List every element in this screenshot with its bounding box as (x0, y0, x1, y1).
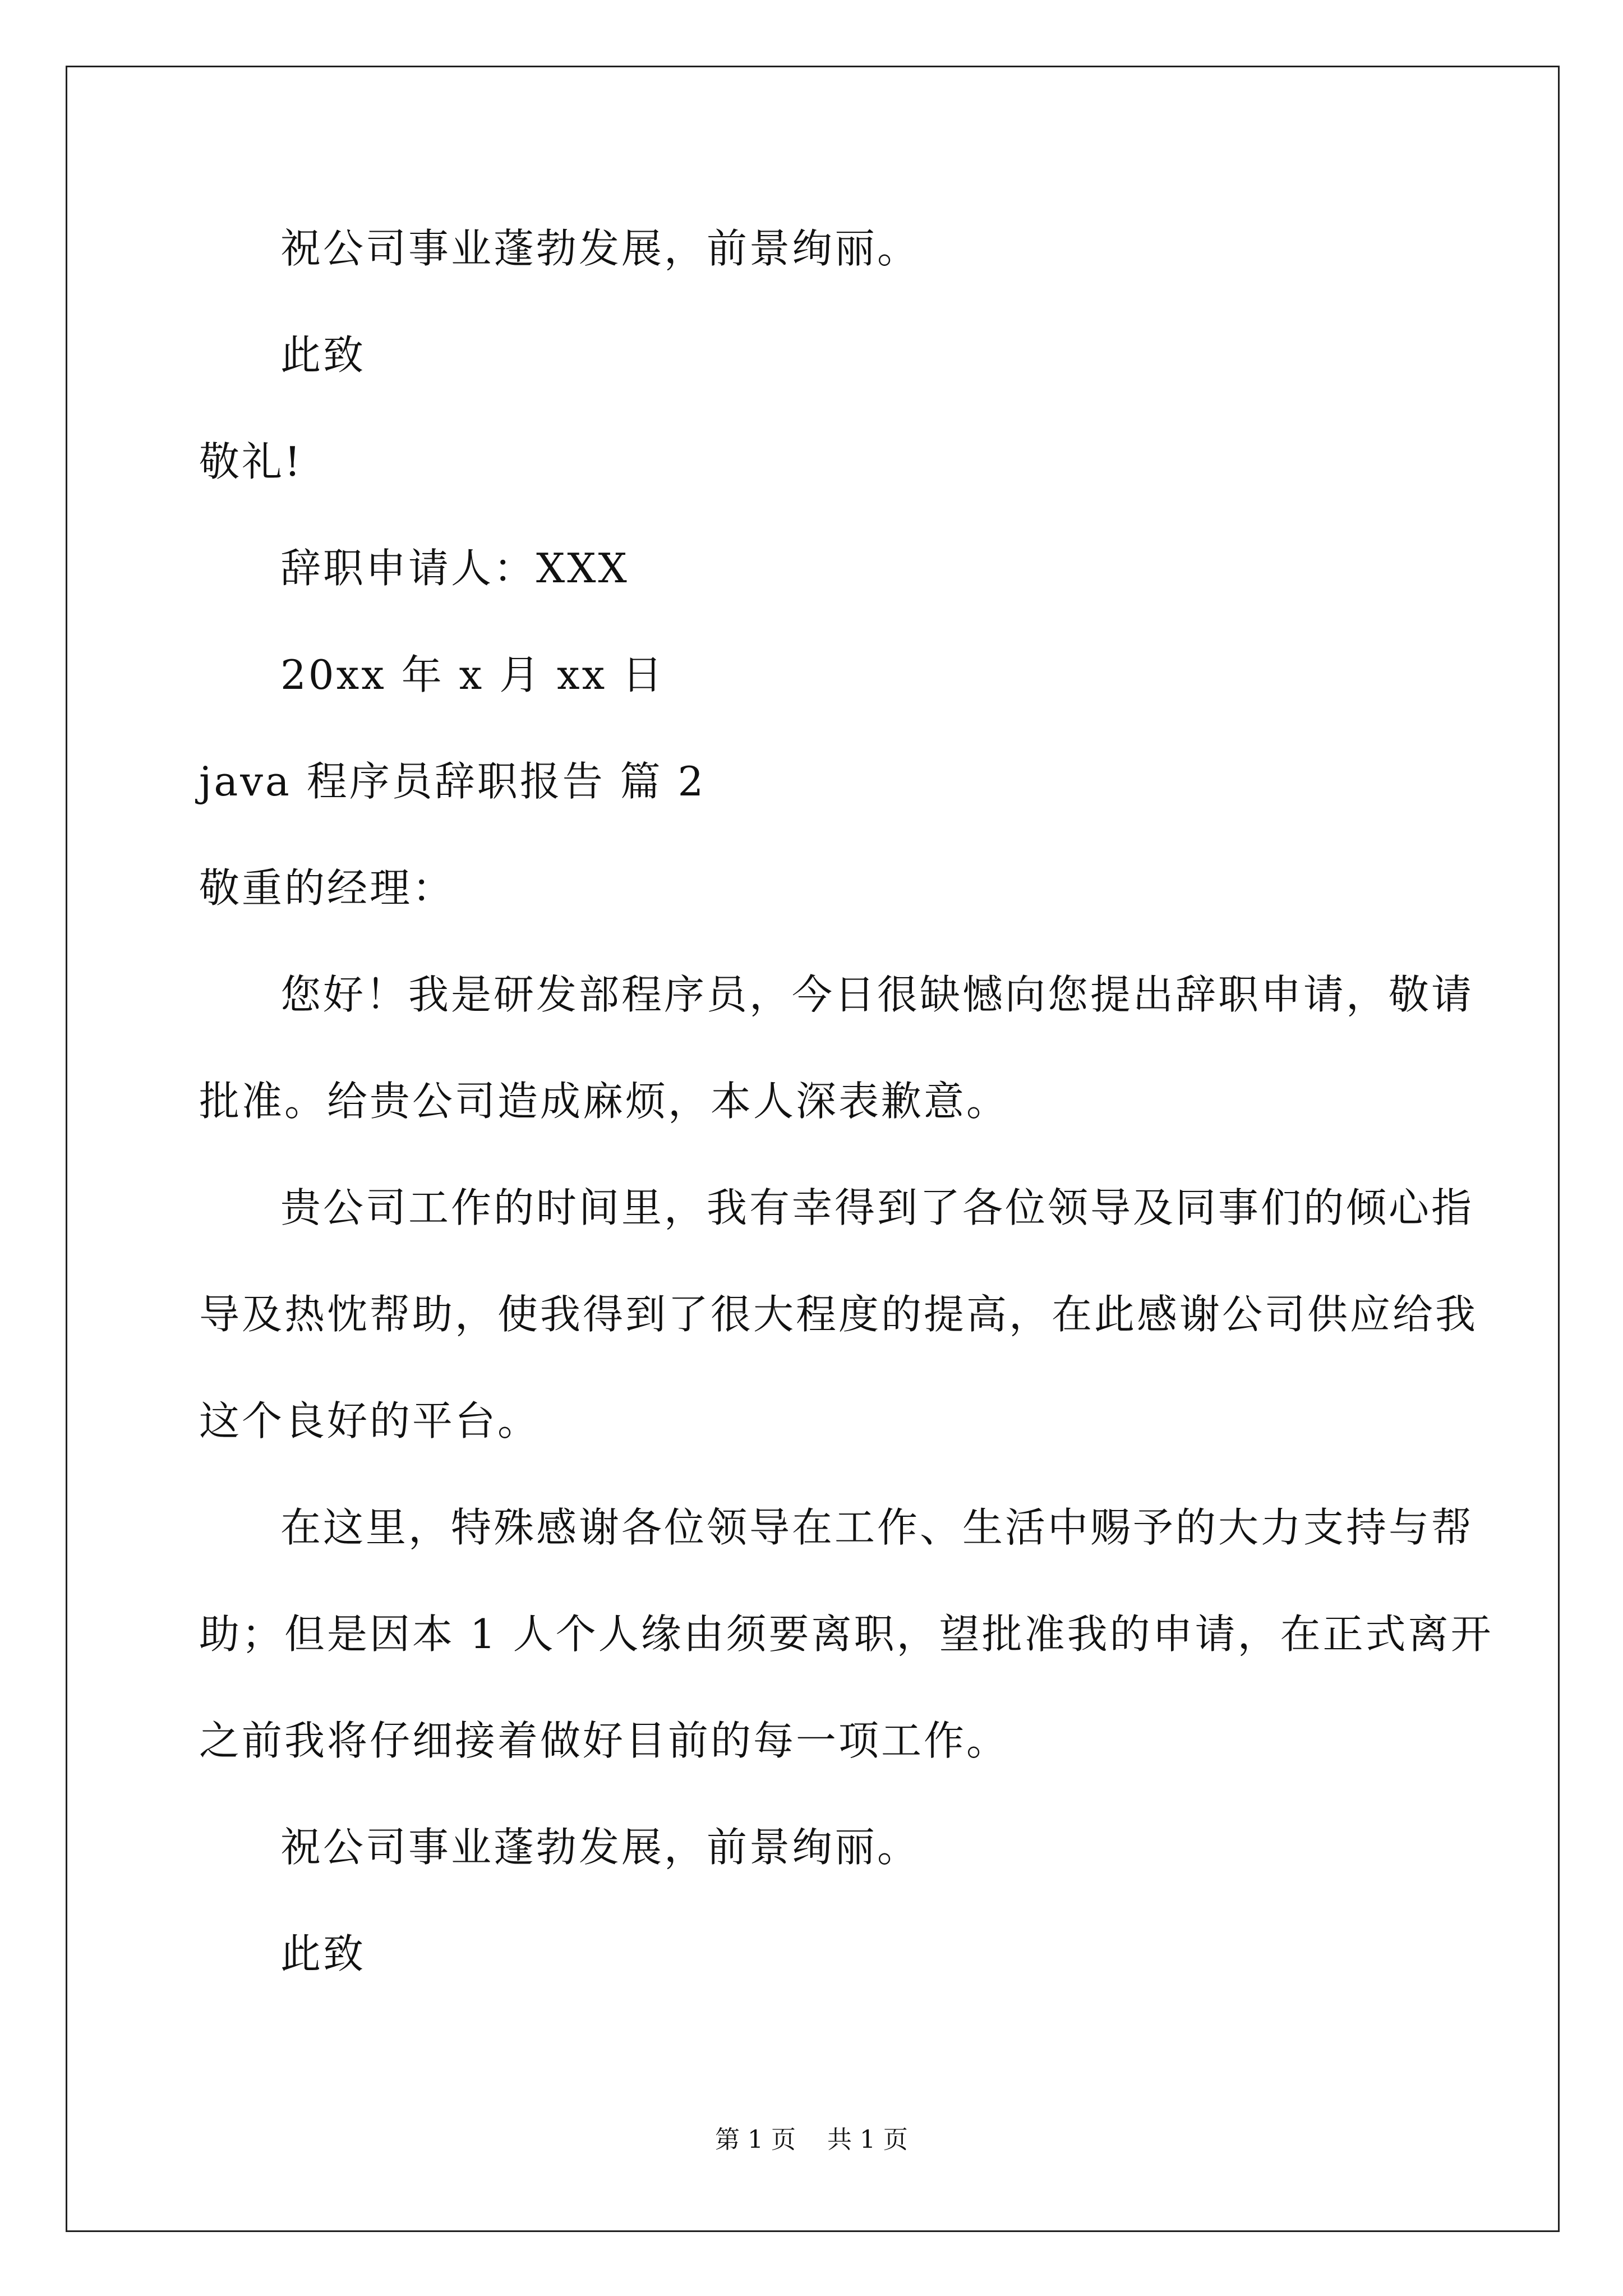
signature-date: 20xx 年 x 月 xx 日 (280, 651, 665, 698)
paragraph-2-line-2: 导及热忱帮助，使我得到了很大程度的提高，在此感谢公司供应给我 (199, 1291, 1478, 1338)
paragraph-3-line-1: 在这里，特殊感谢各位领导在工作、生活中赐予的大力支持与帮 (280, 1504, 1474, 1551)
salutation-cizhi: 此致 (280, 332, 366, 379)
salutation-jingli: 敬礼! (199, 438, 303, 485)
page-border (66, 66, 1560, 2232)
paragraph-3-line-3: 之前我将仔细接着做好目前的每一项工作。 (199, 1717, 1009, 1764)
closing-wish-2: 祝公司事业蓬勃发展，前景绚丽。 (280, 1824, 920, 1871)
closing-wish: 祝公司事业蓬勃发展，前景绚丽。 (280, 225, 920, 272)
page-number-footer: 第 1 页 共 1 页 (715, 2125, 908, 2154)
paragraph-2-line-3: 这个良好的平台。 (199, 1397, 541, 1444)
paragraph-1-line-2: 批准。给贵公司造成麻烦，本人深表歉意。 (199, 1078, 1009, 1125)
salutation-cizhi-2: 此致 (280, 1930, 366, 1977)
signature-applicant: 辞职申请人：XXX (280, 545, 629, 592)
paragraph-2-line-1: 贵公司工作的时间里，我有幸得到了各位领导及同事们的倾心指 (280, 1184, 1474, 1231)
section-heading: java 程序员辞职报告 篇 2 (199, 758, 706, 805)
paragraph-1-line-1: 您好！我是研发部程序员，今日很缺憾向您提出辞职申请，敬请 (280, 971, 1474, 1018)
greeting: 敬重的经理： (199, 864, 455, 912)
paragraph-3-line-2: 助；但是因本 1 人个人缘由须要离职，望批准我的申请，在正式离开 (199, 1611, 1493, 1658)
